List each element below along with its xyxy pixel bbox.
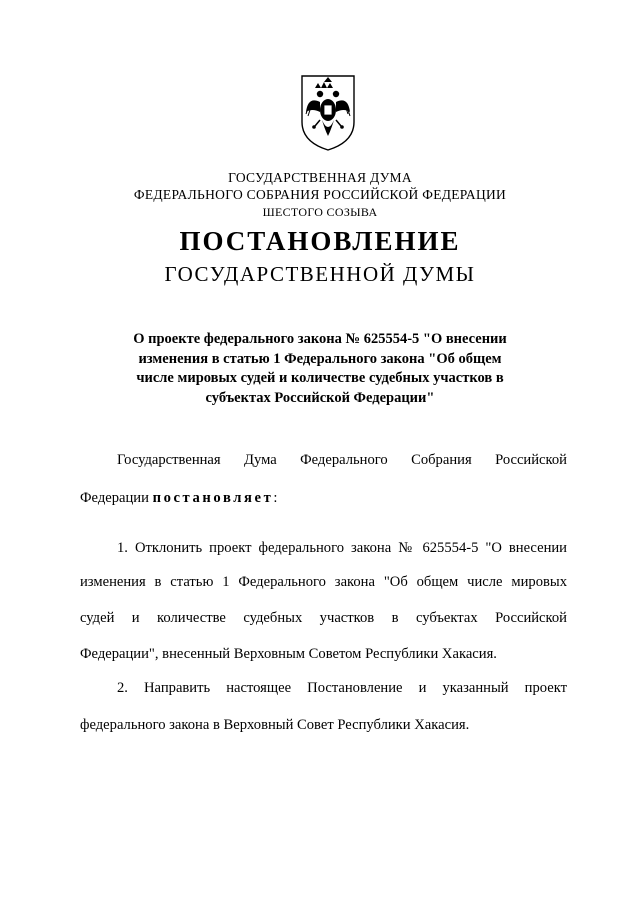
intro-verb: постановляет	[152, 490, 274, 506]
resolution-heading	[100, 330, 540, 408]
item-1-line: 1. Отклонить проект федерального закона № 625554-5 "О внесении	[117, 540, 567, 556]
intro-suffix: :	[273, 490, 278, 506]
item-1-line: судей и количестве судебных участков в субъектах Российской	[80, 610, 567, 626]
document-subtitle: ГОСУДАРСТВЕННОЙ ДУМЫ	[164, 262, 476, 286]
item-1-line: изменения в статью 1 Федерального закона "Об общем числе мировых	[80, 574, 567, 590]
heading-line: числе мировых судей и количестве судебных участков в	[136, 370, 504, 386]
intro-prefix: Федерации	[80, 490, 153, 506]
heading-line: изменения в статью 1 Федерального закона "Об общем	[138, 350, 502, 367]
org-line-2: ФЕДЕРАЛЬНОГО СОБРАНИЯ РОССИЙСКОЙ ФЕДЕРАЦИИ	[133, 187, 507, 202]
item-2-line: федерального закона в Верховный Совет Республики Хакасия.	[80, 717, 470, 733]
item-1-line: Федерации", внесенный Верховным Советом Республики Хакасия.	[80, 646, 497, 662]
item-2-line: 2. Направить настоящее Постановление и указанный проект	[117, 680, 567, 696]
coat-of-arms-icon	[298, 72, 358, 152]
intro-line-2	[80, 490, 567, 507]
org-line-3: ШЕСТОГО СОЗЫВА	[262, 205, 378, 219]
intro-line-1: Государственная Дума Федерального Собрания Российской	[117, 452, 567, 468]
heading-line: субъектах Российской Федерации"	[205, 389, 435, 406]
heading-line: О проекте федерального закона № 625554-5 "О внесении	[133, 331, 507, 347]
document-title: ПОСТАНОВЛЕНИЕ	[179, 226, 461, 256]
org-line-1: ГОСУДАРСТВЕННАЯ ДУМА	[228, 170, 412, 185]
